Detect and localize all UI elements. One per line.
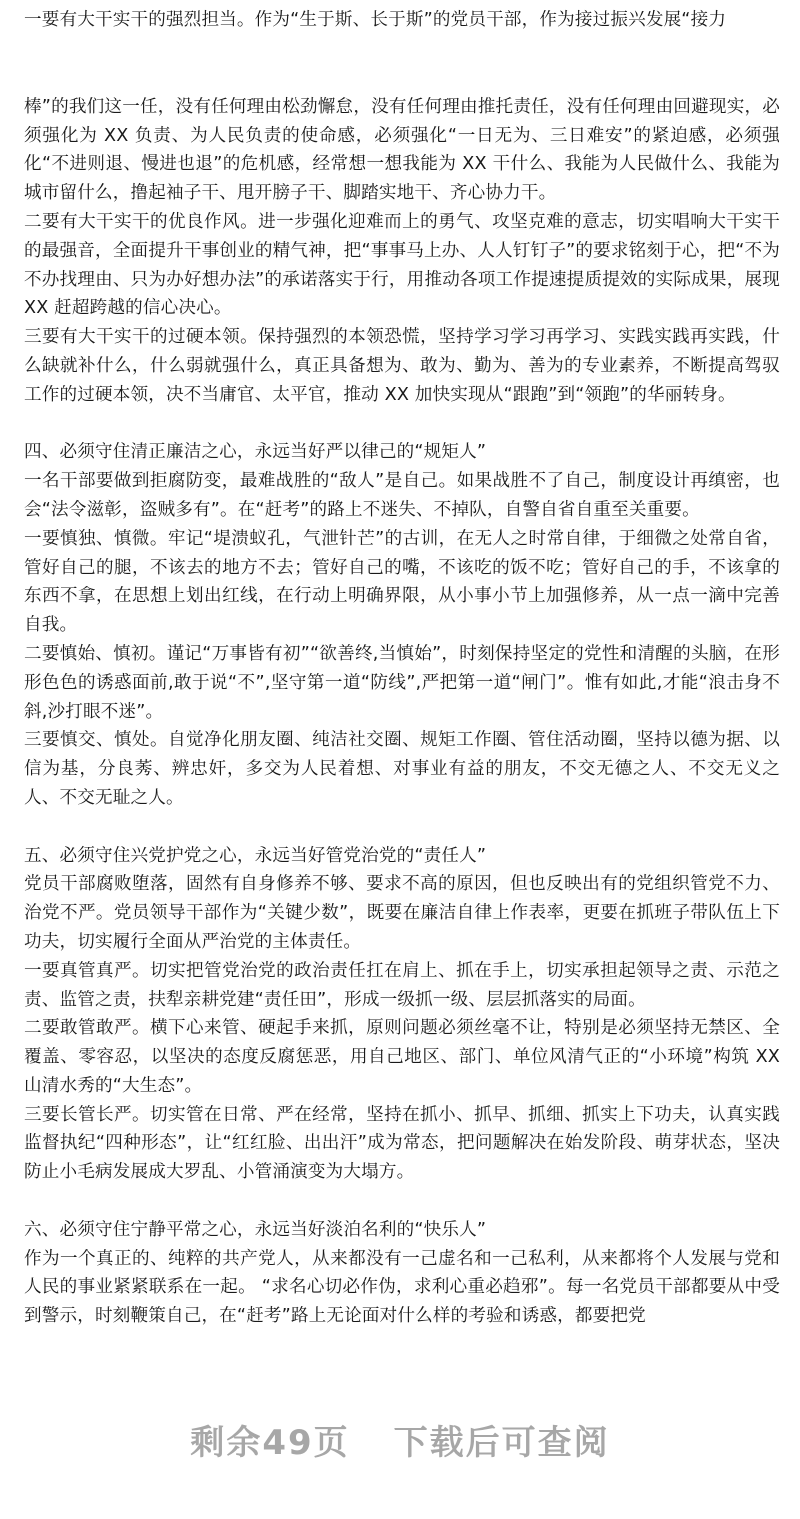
paragraph: 二要有大干实干的优良作风。进一步强化迎难而上的勇气、攻坚克难的意志，切实唱响大干实干的最强音，全面提升干事创业的精气神，把“事事马上办、人人钉钉子”的要求铭刻于心，把“不为不办找理由、只为办好想办法”的承诺落实于行，用推动各项工作提速提质提效的实际成果，展现 XX 赶超跨越的信心决心。 [24, 211, 780, 319]
section-heading: 五、必须守住兴党护党之心，永远当好管党治党的“责任人” [24, 845, 487, 866]
spacer [24, 410, 780, 439]
section-heading: 六、必须守住宁静平常之心，永远当好淡泊名利的“快乐人” [24, 1219, 487, 1240]
paragraph: 作为一个真正的、纯粹的共产党人，从来都没有一己虚名和一己私利，从来都将个人发展与党和人民的事业紧紧联系在一起。 “求名心切必作伪，求利心重必趋邪”。每一名党员干部都要从中受到警示，时刻鞭策自己，在“赶考”路上无论面对什么样的考验和诱惑，都要把党 [24, 1248, 780, 1327]
paragraph: 一要慎独、慎微。牢记“堤溃蚁孔，气泄针芒”的古训，在无人之时常自律，于细微之处常自省，管好自己的腿，不该去的地方不去；管好自己的嘴，不该吃的饭不吃；管好自己的手，不该拿的东西不拿，在思想上划出红线，在行动上明确界限，从小事小节上加强修养，从一点一滴中完善自我。 [24, 528, 780, 636]
paragraph: 一要有大干实干的强烈担当。作为“生于斯、长于斯”的党员干部，作为接过振兴发展“接力 [24, 10, 727, 30]
paragraph: 棒”的我们这一任，没有任何理由松劲懈怠，没有任何理由推托责任，没有任何理由回避现实，必须强化为 XX 负责、为人民负责的使命感，必须强化“一日无为、三日难安”的紧迫感，必须强化“不进则退、慢进也退”的危机感，经常想一想我能为 XX 干什么、我能为人民做什么、我能为城市留什么，撸起袖子干、甩开膀子干、脚踏实地干、齐心协力干。 [24, 96, 780, 204]
section-heading: 四、必须守住清正廉洁之心，永远当好严以律己的“规矩人” [24, 442, 487, 463]
paragraph: 二要敢管敢严。横下心来管、硬起手来抓，原则问题必须丝毫不让，特别是必须坚持无禁区、全覆盖、零容忍，以坚决的态度反腐惩恶，用自己地区、部门、单位风清气正的“小环境”构筑 XX 山清水秀的“大生态”。 [24, 1018, 780, 1096]
remaining-pages-text: 剩余49页 [190, 1423, 350, 1463]
paragraph: 党员干部腐败堕落，固然有自身修养不够、要求不高的原因，但也反映出有的党组织管党不力、治党不严。党员领导干部作为“关键少数”，既要在廉洁自律上作表率，更要在抓班子带队伍上下功夫，切实履行全面从严治党的主体责任。 [24, 874, 780, 952]
download-prompt[interactable] [0, 1415, 800, 1464]
paragraph: 二要慎始、慎初。谨记“万事皆有初”“欲善终,当慎始”，时刻保持坚定的党性和清醒的头脑，在形形色色的诱惑面前,敢于说“不”,坚守第一道“防线”,严把第一道“闸门”。惟有如此,才能“浪击身不斜,沙打眼不迷”。 [24, 643, 780, 722]
paragraph: 三要长管长严。切实管在日常、严在经常，坚持在抓小、抓早、抓细、抓实上下功夫，认真实践监督执纪“四种形态”，让“红红脸、出出汗”成为常态，把问题解决在始发阶段、萌芽状态，坚决防止小毛病发展成大罗乱、小管涌演变为大塌方。 [24, 1104, 780, 1183]
paragraph: 一要真管真严。切实把管党治党的政治责任扛在肩上、抓在手上，切实承担起领导之责、示范之责、监管之责，扶犁亲耕党建“责任田”，形成一级抓一级、层层抓落实的局面。 [24, 960, 780, 1010]
download-to-view-text: 下载后可查阅 [393, 1423, 610, 1463]
spacer [24, 813, 780, 842]
spacer [24, 1187, 780, 1216]
paragraph: 三要有大干实干的过硬本领。保持强烈的本领恐慌，坚持学习学习再学习、实践实践再实践，什么缺就补什么，什么弱就强什么，真正具备想为、敢为、勤为、善为的专业素养，不断提高驾驭工作的过硬本领，决不当庸官、太平官，推动 XX 加快实现从“跟跑”到“领跑”的华丽转身。 [24, 327, 780, 405]
paragraph: 三要慎交、慎处。自觉净化朋友圈、纯洁社交圈、规矩工作圈、管住活动圈，坚持以德为据、以信为基，分良莠、辨忠奸，多交为人民着想、对事业有益的朋友，不交无德之人、不交无义之人、不交无耻之人。 [24, 730, 780, 808]
paragraph: 一名干部要做到拒腐防变，最难战胜的“敌人”是自己。如果战胜不了自己，制度设计再缜密，也会“法令滋彰，盗贼多有”。在“赶考”的路上不迷失、不掉队，自警自省自重至关重要。 [24, 471, 780, 520]
document-body [24, 6, 780, 1331]
